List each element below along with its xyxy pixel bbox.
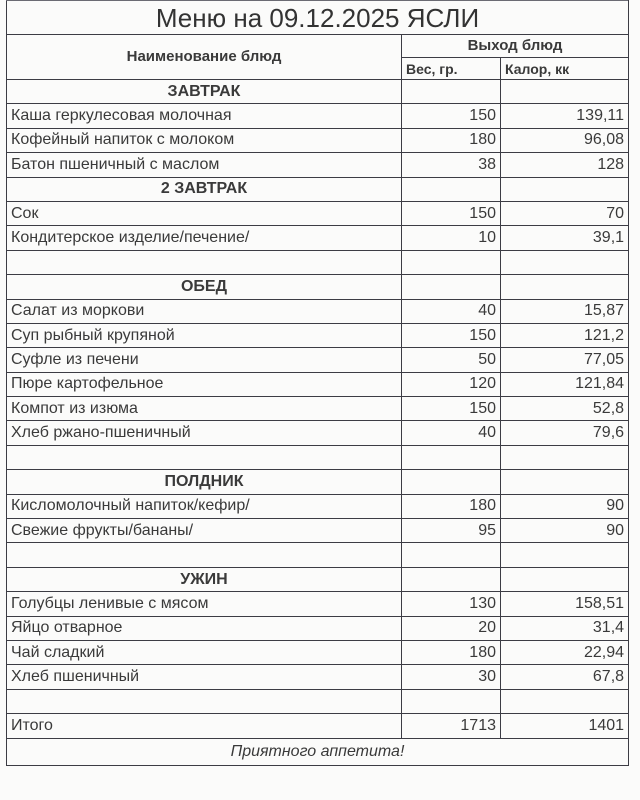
empty-cell (7, 543, 402, 567)
dish-calories: 139,11 (501, 104, 629, 128)
empty-cell (7, 445, 402, 469)
dish-calories: 22,94 (501, 640, 629, 664)
dish-calories: 67,8 (501, 665, 629, 689)
dish-name: Итого (7, 714, 402, 738)
empty-cell (402, 543, 501, 567)
section-row (7, 567, 629, 591)
dish-name: Кисломолочный напиток/кефир/ (7, 494, 402, 518)
empty-cell (501, 250, 629, 274)
empty-cell (501, 445, 629, 469)
dish-row (7, 665, 629, 689)
dish-name: Суфле из печени (7, 348, 402, 372)
dish-name: Кофейный напиток с молоком (7, 128, 402, 152)
dish-weight: 30 (402, 665, 501, 689)
section-title: 2 ЗАВТРАК (7, 177, 402, 201)
dish-weight: 40 (402, 421, 501, 445)
page-title: Меню на 09.12.2025 ЯСЛИ (7, 1, 629, 35)
dish-calories: 96,08 (501, 128, 629, 152)
dish-weight: 1713 (402, 714, 501, 738)
dish-weight: 120 (402, 372, 501, 396)
menu-sheet (6, 0, 628, 766)
section-row (7, 177, 629, 201)
dish-name: Батон пшеничный с маслом (7, 153, 402, 177)
dish-row (7, 640, 629, 664)
empty-cell (501, 177, 629, 201)
dish-row (7, 104, 629, 128)
dish-calories: 128 (501, 153, 629, 177)
dish-row (7, 494, 629, 518)
dish-row (7, 519, 629, 543)
section-title: УЖИН (7, 567, 402, 591)
menu-table (6, 0, 629, 766)
dish-name: Чай сладкий (7, 640, 402, 664)
dish-calories: 158,51 (501, 592, 629, 616)
empty-cell (501, 543, 629, 567)
empty-cell (402, 445, 501, 469)
empty-cell (402, 689, 501, 713)
section-row (7, 80, 629, 104)
dish-calories: 70 (501, 201, 629, 225)
spacer-row (7, 689, 629, 713)
dish-name: Компот из изюма (7, 397, 402, 421)
dish-row (7, 397, 629, 421)
empty-cell (501, 567, 629, 591)
spacer-row (7, 250, 629, 274)
dish-weight: 130 (402, 592, 501, 616)
dish-name: Яйцо отварное (7, 616, 402, 640)
dish-weight: 150 (402, 397, 501, 421)
dish-row (7, 592, 629, 616)
dish-weight: 180 (402, 128, 501, 152)
dish-row (7, 372, 629, 396)
spacer-row (7, 445, 629, 469)
dish-calories: 31,4 (501, 616, 629, 640)
dish-weight: 180 (402, 494, 501, 518)
dish-calories: 90 (501, 519, 629, 543)
empty-cell (501, 689, 629, 713)
dish-name: Хлеб пшеничный (7, 665, 402, 689)
dish-weight: 20 (402, 616, 501, 640)
dish-row (7, 153, 629, 177)
dish-name: Сок (7, 201, 402, 225)
dish-weight: 150 (402, 201, 501, 225)
spacer-row (7, 543, 629, 567)
dish-weight: 180 (402, 640, 501, 664)
dish-weight: 50 (402, 348, 501, 372)
dish-name: Свежие фрукты/бананы/ (7, 519, 402, 543)
empty-cell (402, 250, 501, 274)
empty-cell (402, 177, 501, 201)
dish-name: Пюре картофельное (7, 372, 402, 396)
dish-weight: 150 (402, 104, 501, 128)
empty-cell (402, 470, 501, 494)
section-title: ЗАВТРАК (7, 80, 402, 104)
dish-calories: 121,2 (501, 323, 629, 347)
header-output-group: Выход блюд (402, 35, 629, 58)
dish-calories: 39,1 (501, 226, 629, 250)
dish-calories: 121,84 (501, 372, 629, 396)
footer-text: Приятного аппетита! (7, 738, 629, 765)
empty-cell (402, 567, 501, 591)
dish-calories: 79,6 (501, 421, 629, 445)
empty-cell (402, 275, 501, 299)
total-row (7, 714, 629, 738)
dish-row (7, 348, 629, 372)
section-row (7, 275, 629, 299)
dish-weight: 38 (402, 153, 501, 177)
header-calories-col: Калор, кк (501, 58, 629, 80)
empty-cell (7, 689, 402, 713)
dish-row (7, 226, 629, 250)
empty-cell (501, 80, 629, 104)
section-row (7, 470, 629, 494)
header-name-col: Наименование блюд (7, 35, 402, 80)
dish-calories: 52,8 (501, 397, 629, 421)
dish-calories: 90 (501, 494, 629, 518)
dish-weight: 10 (402, 226, 501, 250)
title-row (7, 1, 629, 35)
empty-cell (501, 470, 629, 494)
dish-name: Каша геркулесовая молочная (7, 104, 402, 128)
dish-row (7, 201, 629, 225)
section-title: ПОЛДНИК (7, 470, 402, 494)
empty-cell (402, 80, 501, 104)
dish-row (7, 421, 629, 445)
dish-name: Салат из моркови (7, 299, 402, 323)
dish-calories: 77,05 (501, 348, 629, 372)
dish-name: Кондитерское изделие/печение/ (7, 226, 402, 250)
dish-name: Голубцы ленивые с мясом (7, 592, 402, 616)
dish-calories: 15,87 (501, 299, 629, 323)
section-title: ОБЕД (7, 275, 402, 299)
dish-row (7, 299, 629, 323)
dish-calories: 1401 (501, 714, 629, 738)
dish-row (7, 128, 629, 152)
header-row (7, 35, 629, 58)
dish-weight: 95 (402, 519, 501, 543)
dish-name: Хлеб ржано-пшеничный (7, 421, 402, 445)
dish-weight: 150 (402, 323, 501, 347)
empty-cell (501, 275, 629, 299)
empty-cell (7, 250, 402, 274)
dish-name: Суп рыбный крупяной (7, 323, 402, 347)
dish-row (7, 616, 629, 640)
footer-row (7, 738, 629, 765)
dish-weight: 40 (402, 299, 501, 323)
header-weight-col: Вес, гр. (402, 58, 501, 80)
dish-row (7, 323, 629, 347)
